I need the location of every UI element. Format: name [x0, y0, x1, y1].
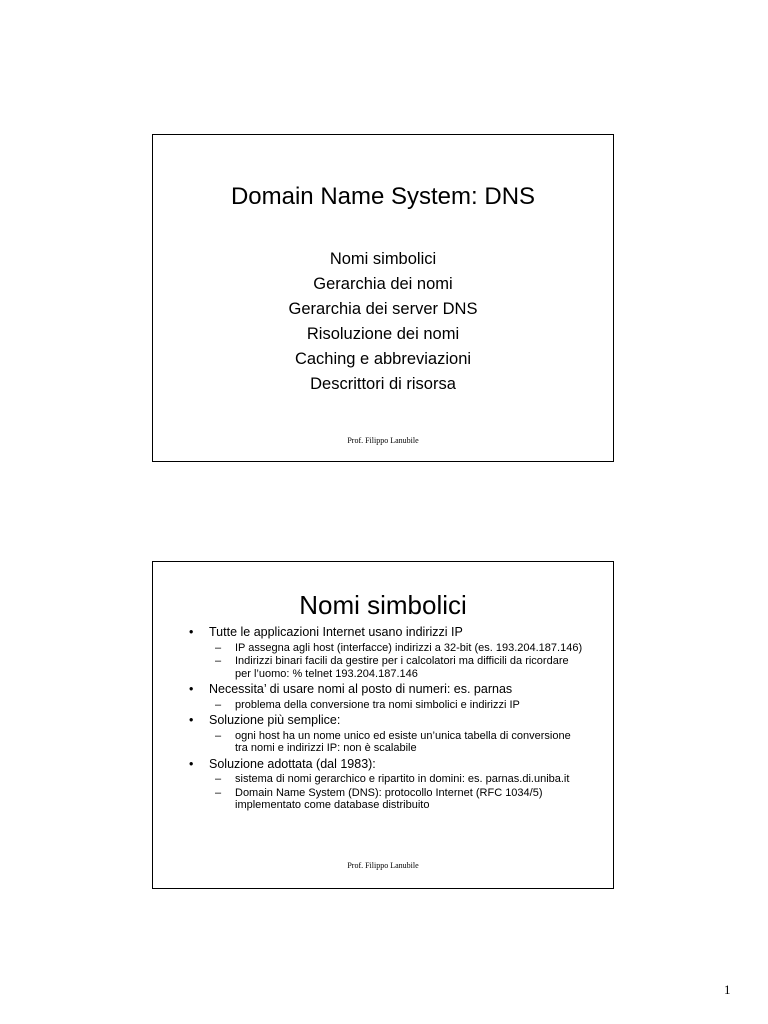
slide-1-title: Domain Name System: DNS	[230, 183, 536, 210]
topic-item: Gerarchia dei server DNS	[288, 300, 478, 318]
topic-item: Gerarchia dei nomi	[313, 275, 453, 293]
slide-1	[152, 134, 614, 462]
dash-icon: –	[215, 729, 222, 742]
slide-2-footer: Prof. Filippo Lanubile	[347, 861, 419, 870]
sub-text: ogni host ha un nome unico ed esiste un’unica tabella di conversione tra nomi e indirizzi IP: non è scalabile	[235, 729, 571, 754]
sub-item	[215, 773, 583, 786]
sub-item	[215, 787, 583, 812]
dash-icon: –	[215, 786, 222, 799]
bullet-item	[189, 757, 583, 812]
slide-2	[152, 561, 614, 889]
dash-icon: –	[215, 698, 222, 711]
topic-item: Descrittori di risorsa	[310, 375, 456, 393]
sub-list	[209, 642, 583, 681]
topic-item: Risoluzione dei nomi	[306, 325, 460, 343]
dash-icon: –	[215, 655, 222, 667]
sub-list	[209, 773, 583, 812]
bullet-text: Soluzione più semplice:	[209, 713, 341, 727]
sub-text: problema della conversione tra nomi simbolici e indirizzi IP	[235, 698, 520, 711]
bullet-item	[189, 625, 583, 680]
sub-text: IP assegna agli host (interfacce) indirizzi a 32-bit (es. 193.204.187.146)	[235, 641, 583, 654]
bullet-text: Necessita’ di usare nomi al posto di numeri: es. parnas	[209, 682, 513, 696]
bullet-icon: •	[189, 713, 194, 727]
sub-text: Indirizzi binari facili da gestire per i calcolatori ma difficili da ricordare per l’uomo: % telnet 193.204.187.146	[235, 655, 569, 680]
sub-list	[209, 699, 583, 712]
topic-item: Caching e abbreviazioni	[294, 350, 472, 368]
sub-text: sistema di nomi gerarchico e ripartito in domini: es. parnas.di.uniba.it	[235, 773, 570, 785]
bullet-item	[189, 713, 583, 755]
sub-item	[215, 655, 583, 680]
bullet-list	[189, 625, 583, 812]
bullet-text: Soluzione adottata (dal 1983):	[209, 756, 376, 771]
sub-list	[209, 730, 583, 755]
dash-icon: –	[215, 773, 222, 785]
bullet-icon: •	[189, 756, 194, 771]
topic-item: Nomi simbolici	[329, 250, 437, 268]
sub-item	[215, 699, 583, 712]
bullet-icon: •	[189, 682, 194, 696]
slide-1-footer: Prof. Filippo Lanubile	[347, 436, 419, 445]
sub-item	[215, 642, 583, 655]
bullet-icon: •	[189, 625, 194, 639]
page-number: 1	[724, 982, 731, 997]
bullet-item	[189, 682, 583, 711]
sub-item	[215, 730, 583, 755]
bullet-text: Tutte le applicazioni Internet usano indirizzi IP	[209, 625, 463, 639]
topic-list	[153, 247, 613, 397]
dash-icon: –	[215, 641, 222, 654]
sub-text: Domain Name System (DNS): protocollo Internet (RFC 1034/5) implementato come database distribuito	[235, 786, 543, 811]
slide-2-title: Nomi simbolici	[299, 590, 467, 620]
